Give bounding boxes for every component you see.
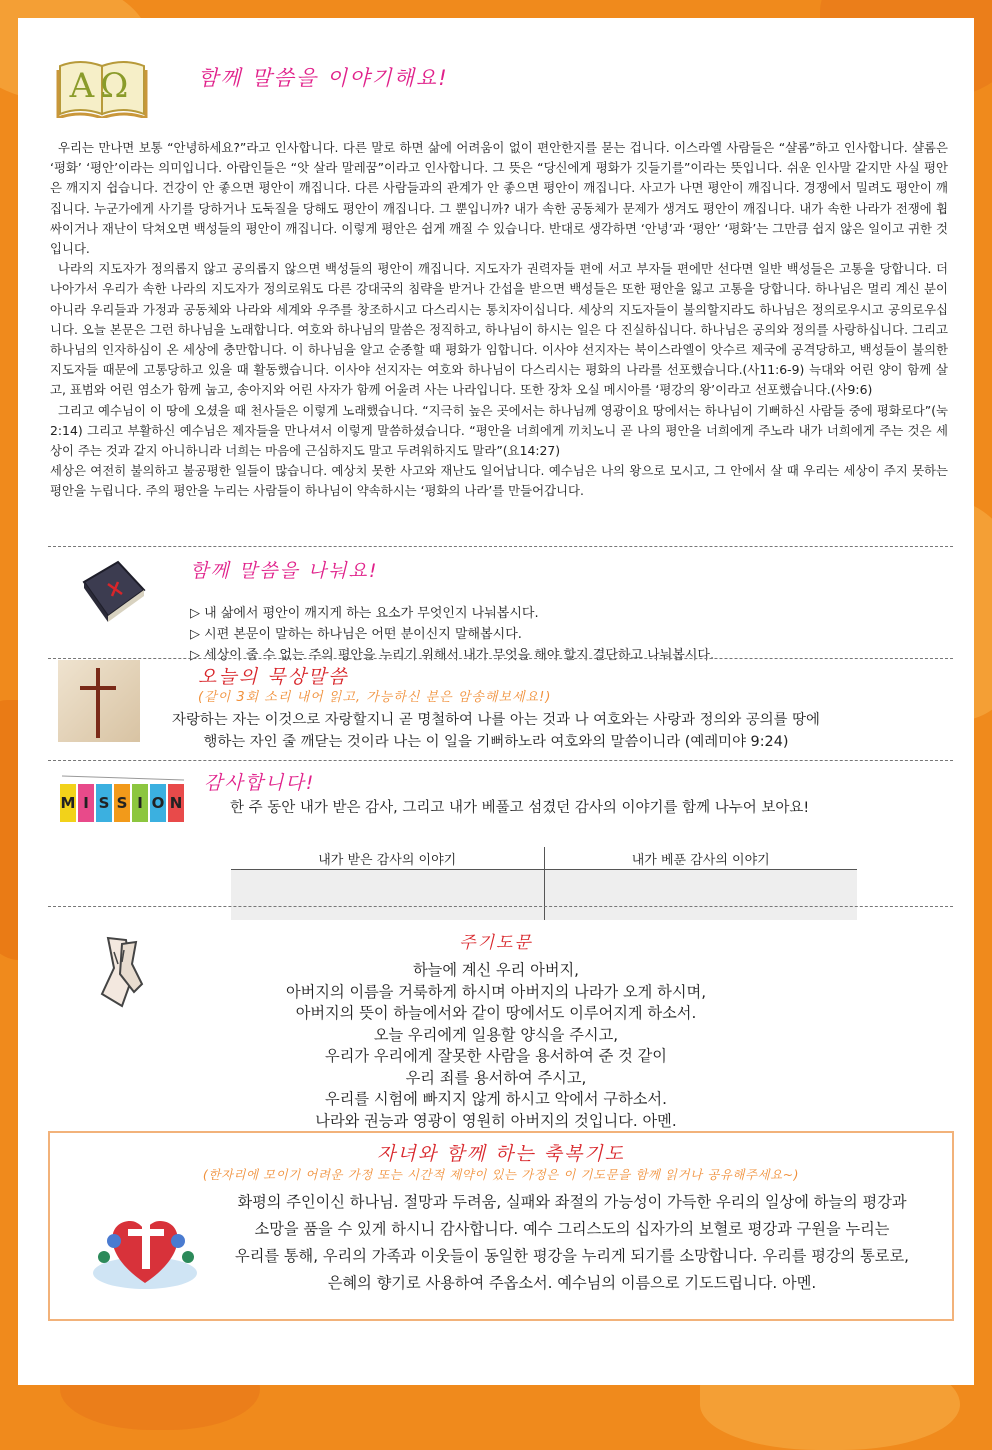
sermon-paragraph: 그리고 예수님이 이 땅에 오셨을 때 천사들은 이렇게 노래했습니다. “지극히 높은 곳에서는 하나님께 영광이요 땅에서는 하나님이 기뻐하신 사람들 중에 평화로다”(눅2:14) 그리고 부활하신 예수님은 제자들을 만나셔서 이렇게 말씀하셨습니다. “평안을 너희에게 끼치노니 곧 나의 평안을 너희에게 주노라 내가 너희에게 주는 것은 세상이 주는 것과 같지 아니하니라 너희는 마음에 근심하지도 말고 두려워하지도 말라”(요14:27) — [50, 402, 948, 459]
discussion-questions — [190, 603, 714, 666]
thanks-received-cell[interactable] — [231, 870, 544, 921]
prayer-line: 하늘에 계신 우리 아버지, — [412, 961, 580, 979]
mission-letter-tile: S — [96, 784, 112, 822]
blessing-line: 소망을 품을 수 있게 하시니 감사합니다. 예수 그리스도의 십자가의 보혈로 평강과 구원을 누리는 — [254, 1220, 890, 1238]
mission-letter-tile: N — [168, 784, 184, 822]
section3-subtitle: (같이 3회 소리 내어 읽고, 가능하신 분은 암송해보세요!) — [198, 690, 552, 705]
mission-letter-tile: I — [132, 784, 148, 822]
thanks-table — [231, 847, 857, 920]
divider — [48, 760, 953, 761]
prayer-line: 아버지의 이름을 거룩하게 하시며 아버지의 나라가 오게 하시며, — [285, 982, 707, 1001]
section4-title: 감사합니다! — [204, 772, 316, 794]
meditation-verse-line: 자랑하는 자는 이것으로 자랑할지니 곧 명철하여 나를 아는 것과 나 여호와는 사랑과 정의와 공의를 땅에 — [172, 712, 820, 728]
prayer-line: 아버지의 뜻이 하늘에서와 같이 땅에서도 이루어지게 하소서. — [295, 1004, 697, 1022]
question-item: ▷ 시편 본문이 말하는 하나님은 어떤 분이신지 말해봅시다. — [190, 627, 522, 642]
prayer-line: 우리 죄를 용서하여 주시고, — [405, 1068, 587, 1087]
blessing-line: 화평의 주인이신 하나님. 절망과 두려움, 실패와 좌절의 가능성이 가득한 우리의 일상에 하늘의 평강과 — [237, 1193, 907, 1211]
sermon-paragraph: 우리는 만나면 보통 “안녕하세요?”라고 인사합니다. 다른 말로 하면 삶에 어려움이 없이 편안한지를 묻는 겁니다. 이스라엘 사람들은 “샬롬”하고 인사합니다. 샬롬은 ‘평화’ ‘평안’이라는 의미입니다. 아랍인들은 “앗 살라 말레꿈”이라고 인사합니다. 그 뜻은 “당신에게 평화가 깃들기를”이라는 뜻입니다. 쉬운 인사말 같지만 사실 평안은 깨지지 쉽습니다. 건강이 안 좋으면 평안이 깨집니다. 다른 사람들과의 관계가 안 좋으면 평안이 깨집니다. 사고가 나면 평안이 깨집니다. 경쟁에서 밀려도 평안이 깨집니다. 누군가에게 사기를 당하거나 도둑질을 당해도 평안이 깨집니다. 그 뿐입니까? 내가 속한 공동체가 문제가 생겨도 평안이 깨집니다. 내가 속한 나라가 전쟁에 휩싸이거나 재난이 닥쳐오면 백성들의 평안이 깨집니다. 이렇게 평안은 쉽게 깨질 수 있습니다. 반대로 생각하면 ‘안녕’과 ‘평안’ ‘평화’는 그만큼 쉽지 않은 일이고 귀한 것입니다. — [50, 140, 948, 257]
mission-letter-tile: I — [78, 784, 94, 822]
mission-banner-icon — [58, 770, 188, 834]
bible-icon — [78, 560, 148, 622]
lords-prayer — [18, 960, 974, 1132]
section3-title: 오늘의 묵상말씀 — [198, 666, 349, 688]
blessing-line: 은혜의 향기로 사용하여 주옵소서. 예수님의 이름으로 기도드립니다. 아멘. — [327, 1274, 817, 1292]
question-item: ▷ 세상이 줄 수 없는 주의 평안을 누리기 위해서 내가 무엇을 해야 할지 결단하고 나눠봅시다. — [190, 648, 715, 663]
prayer-line: 우리를 시험에 빠지지 않게 하시고 악에서 구하소서. — [325, 1090, 667, 1108]
thanks-column-header-given: 내가 베푼 감사의 이야기 — [544, 847, 857, 870]
blessing-line: 우리를 통해, 우리의 가족과 이웃들이 동일한 평강을 누리게 되기를 소망합니다. 우리를 평강의 통로로, — [235, 1247, 909, 1265]
thanks-given-cell[interactable] — [544, 870, 857, 921]
mission-letter-tile: M — [60, 784, 76, 822]
mission-letter-tile: S — [114, 784, 130, 822]
prayer-line: 나라와 권능과 영광이 영원히 아버지의 것입니다. 아멘. — [315, 1111, 677, 1130]
section5-title: 주기도문 — [459, 933, 533, 953]
family-blessing-box — [48, 1131, 954, 1321]
heart-cross-image — [90, 1195, 200, 1295]
alpha-omega-book-icon — [56, 56, 148, 118]
sermon-text — [50, 138, 948, 502]
blessing-prayer — [202, 1189, 942, 1297]
mission-letter-tile: O — [150, 784, 166, 822]
prayer-line: 우리가 우리에게 잘못한 사람을 용서하여 준 것 같이 — [325, 1047, 667, 1065]
section1-title: 함께 말씀을 이야기해요! — [198, 66, 449, 90]
section6-title: 자녀와 함께 하는 축복기도 — [376, 1143, 625, 1165]
worksheet-page — [18, 18, 974, 1385]
meditation-verse-line: 행하는 자인 줄 깨닫는 것이라 나는 이 일을 기뻐하노라 여호와의 말씀이니라 (예레미야 9:24) — [203, 734, 789, 750]
divider — [48, 906, 953, 907]
sermon-paragraph: 나라의 지도자가 정의롭지 않고 공의롭지 않으면 백성들의 평안이 깨집니다. 지도자가 권력자들 편에 서고 부자들 편에만 선다면 일반 백성들은 고통을 당합니다. 더 나아가서 우리가 속한 나라의 지도자가 정의로워도 다른 강대국의 침략을 받거나 간섭을 받으면 백성들은 또한 평안을 잃고 고통을 당합니다. 하나님은 멀리 계신 분이 아니라 우리들과 가정과 공동체와 나라와 세계와 우주를 창조하시고 다스리시는 통치자이십니다. 세상의 지도자들이 불의할지라도 하나님은 정의로우시고 공의로우십니다. 오늘 본문은 그런 하나님을 노래합니다. 여호와 하나님의 말씀은 정직하고, 하나님이 하시는 일은 다 진실하십니다. 하나님은 공의와 정의를 사랑하십니다. 그리고 하나님의 인자하심이 온 세상에 충만합니다. 이 하나님을 알고 순종할 때 평화가 임합니다. 이사야 선지자는 북이스라엘이 앗수르 제국에 공격당하고, 백성들이 불의한 지도자들 때문에 고통당하고 있을 때 활동했습니다. 이사야 선지자는 여호와 하나님이 다스리시는 평화의 나라를 선포했습니다.(사11:6-9) 늑대와 어린 양이 함께 살고, 표범와 어린 염소가 함께 눕고, 송아지와 어린 사자가 함께 어울려 사는 나라입니다. 또한 장차 오실 메시아를 ‘평강의 왕’이라고 선포했습니다.(사9:6) — [50, 261, 948, 398]
alpha-omega-letters: AΩ — [69, 66, 135, 106]
thanks-instruction: 한 주 동안 내가 받은 감사, 그리고 내가 베풀고 섬겼던 감사의 이야기를 함께 나누어 보아요! — [230, 800, 810, 816]
section6-subtitle: (한자리에 모이기 어려운 가정 또는 시간적 제약이 있는 가정은 이 기도문을 함께 읽거나 공유해주세요~) — [202, 1167, 800, 1182]
divider — [48, 658, 953, 659]
question-item: ▷ 내 삶에서 평안이 깨지게 하는 요소가 무엇인지 나눠봅시다. — [190, 606, 539, 621]
thanks-column-header-received: 내가 받은 감사의 이야기 — [231, 847, 544, 870]
prayer-line: 오늘 우리에게 일용할 양식을 주시고, — [373, 1025, 619, 1044]
divider — [48, 546, 953, 547]
section2-title: 함께 말씀을 나눠요! — [190, 560, 379, 582]
sermon-paragraph: 세상은 여전히 불의하고 불공평한 일들이 많습니다. 예상치 못한 사고와 재난도 일어납니다. 예수님은 나의 왕으로 모시고, 그 안에서 살 때 우리는 세상이 주지 못하는 평안을 누립니다. 주의 평안을 누리는 사람들이 하나님이 약속하시는 ‘평화의 나라’를 만들어갑니다. — [50, 463, 948, 499]
